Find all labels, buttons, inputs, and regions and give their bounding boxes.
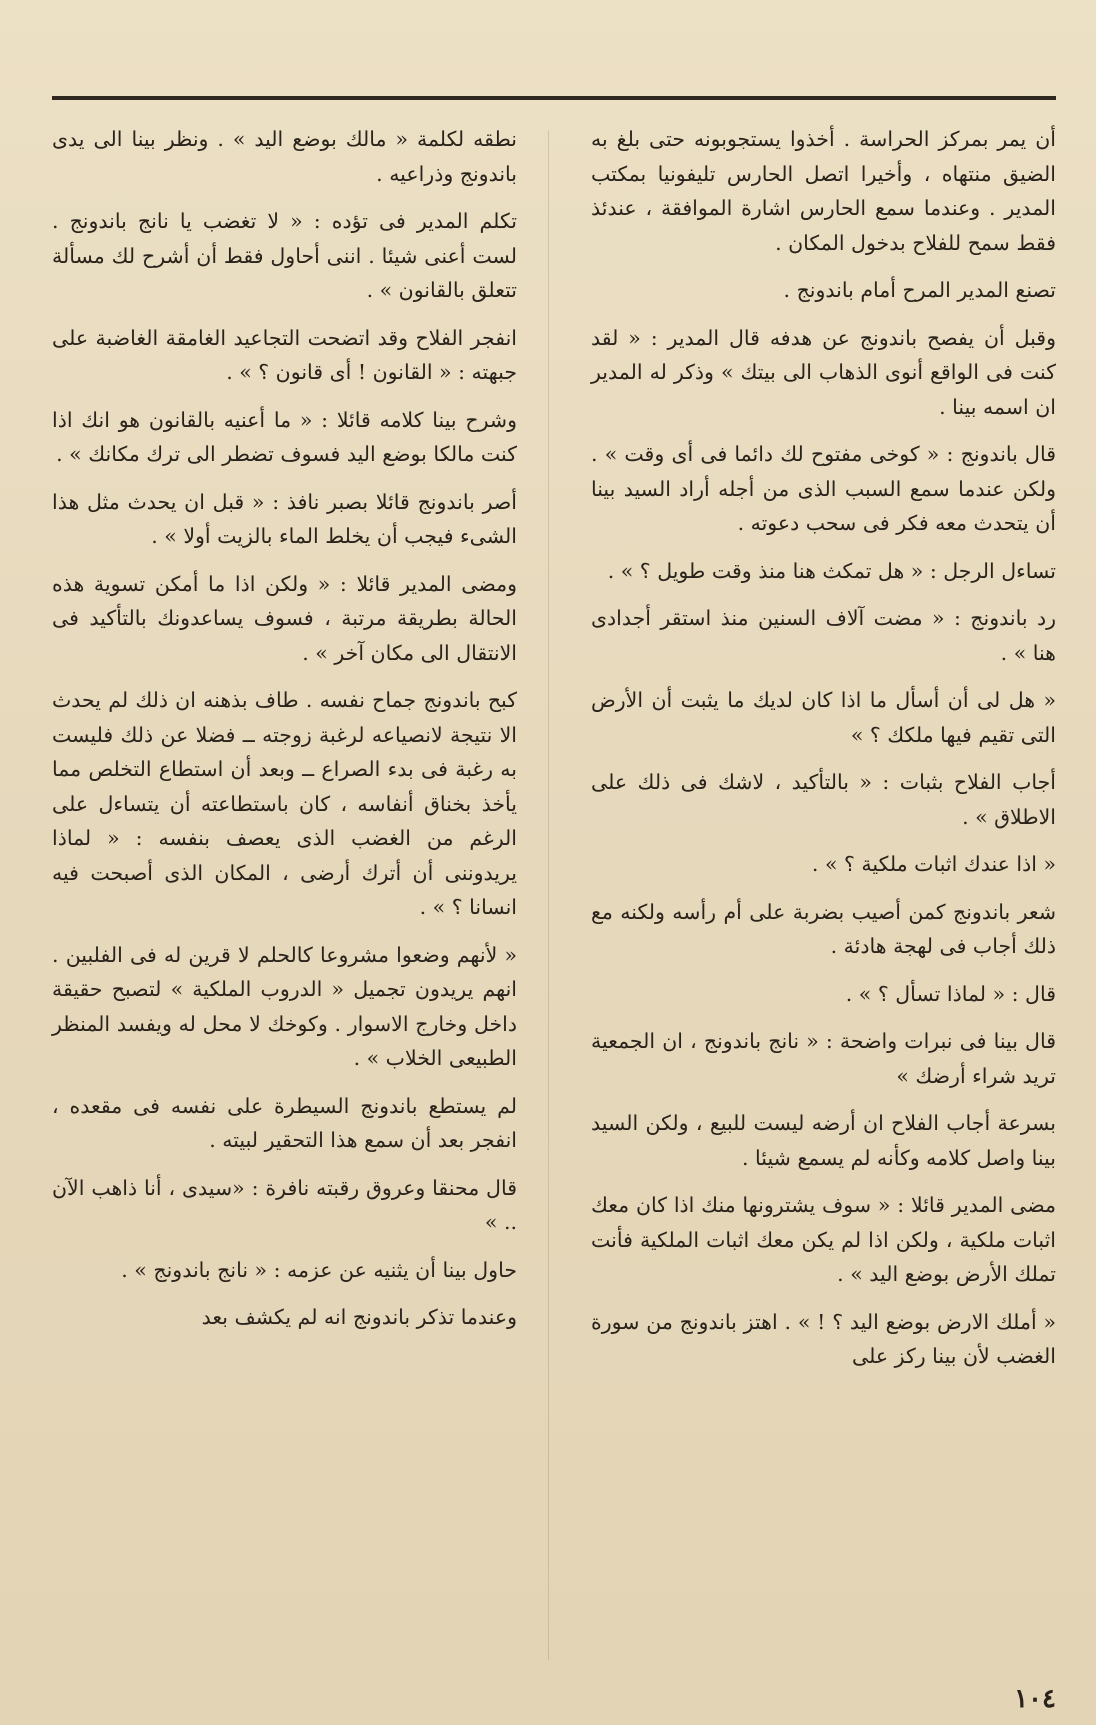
paragraph: قال محنقا وعروق رقبته نافرة : «سيدى ، أنا ذاهب الآن .. » bbox=[52, 1175, 517, 1234]
paragraph: شعر باندونج كمن أصيب بضربة على أم رأسه ولكنه مع ذلك أجاب فى لهجة هادئة . bbox=[591, 899, 1056, 958]
paragraph: لم يستطع باندونج السيطرة على نفسه فى مقعده ، انفجر بعد أن سمع هذا التحقير لبيته . bbox=[52, 1093, 517, 1152]
paragraph: أجاب الفلاح بثبات : « بالتأكيد ، لاشك فى ذلك على الاطلاق » . bbox=[591, 770, 1056, 829]
header-rule bbox=[52, 96, 1056, 100]
paragraph: « اذا عندك اثبات ملكية ؟ » . bbox=[811, 852, 1056, 876]
paragraph: قال بينا فى نبرات واضحة : « نانج باندونج ، ان الجمعية تريد شراء أرضك » bbox=[591, 1029, 1056, 1088]
paragraph: بسرعة أجاب الفلاح ان أرضه ليست للبيع ، ولكن السيد بينا واصل كلامه وكأنه لم يسمع شيئا . bbox=[591, 1111, 1056, 1170]
paragraph: « هل لى أن أسأل ما اذا كان لديك ما يثبت أن الأرض التى تقيم فيها ملكك ؟ » bbox=[591, 688, 1056, 747]
page-number: ١٠٤ bbox=[1014, 1684, 1056, 1714]
paragraph: كبح باندونج جماح نفسه . طاف بذهنه ان ذلك لم يحدث الا نتيجة لانصياعه لرغبة زوجته ــ فضلا عن ذلك فليست به رغبة فى بدء الصراع ــ وبعد أن استطاع التخلص مما يأخذ بخناق أنفاسه ، كان باستطاعته أن يتساءل على الرغم من الغضب الذى يعصف بنفسه : « لماذا يريدوننى أن أترك أرضى ، المكان الذى أصبحت فيه انسانا ؟ » . bbox=[52, 688, 517, 919]
paragraph: حاول بينا أن يثنيه عن عزمه : « نانج باندونج » . bbox=[121, 1257, 517, 1282]
paragraph: وقبل أن يفصح باندونج عن هدفه قال المدير : « لقد كنت فى الواقع أنوى الذهاب الى بيتك » وذكر له المدير ان اسمه بينا . bbox=[591, 325, 1056, 419]
paragraph: تساءل الرجل : « هل تمكث هنا منذ وقت طويل ؟ » . bbox=[607, 558, 1056, 583]
paragraph: « لأنهم وضعوا مشروعا كالحلم لا قرين له فى الفلبين . انهم يريدون تجميل « الدروب الملكية » لتصبح حقيقة داخل وخارج الاسوار . وكوخك لا محل له ويفسد المنظر الطبيعى الخلاب » . bbox=[52, 942, 517, 1070]
paragraph: قال : « لماذا تسأل ؟ » . bbox=[845, 981, 1056, 1006]
paragraph: انفجر الفلاح وقد اتضحت التجاعيد الغامقة الغاضبة على جبهته : « القانون ! أى قانون ؟ » . bbox=[52, 325, 517, 384]
right-column bbox=[591, 122, 1056, 1387]
paragraph: مضى المدير قائلا : « سوف يشترونها منك اذا كان معك اثبات ملكية ، ولكن اذا لم يكن معك اثبات الملكية فأنت تملك الأرض بوضع اليد » . bbox=[591, 1193, 1056, 1286]
paragraph: وشرح بينا كلامه قائلا : « ما أعنيه بالقانون هو انك اذا كنت مالكا بوضع اليد فسوف تضطر الى ترك مكانك » . bbox=[52, 407, 517, 466]
paragraph: تكلم المدير فى تؤده : « لا تغضب يا نانج باندونج . لست أعنى شيئا . اننى أحاول فقط أن أشرح لك مسألة تتعلق بالقانون » . bbox=[52, 209, 517, 302]
paragraph: أصر باندونج قائلا بصبر نافذ : « قبل ان يحدث مثل هذا الشىء فيجب أن يخلط الماء بالزيت أولا » . bbox=[52, 489, 517, 548]
paragraph: أن يمر بمركز الحراسة . أخذوا يستجوبونه حتى بلغ به الضيق منتهاه ، وأخيرا اتصل الحارس تليفونيا بمكتب المدير . وعندما سمع الحارس اشارة الموافقة ، عندئذ فقط سمح للفلاح بدخول المكان . bbox=[591, 127, 1056, 255]
paragraph: ومضى المدير قائلا : « ولكن اذا ما أمكن تسوية هذه الحالة بطريقة مرتبة ، فسوف يساعدونك بالتأكيد فى الانتقال الى مكان آخر » . bbox=[52, 571, 517, 665]
paragraph: « أملك الارض بوضع اليد ؟ ! » . اهتز باندونج من سورة الغضب لأن بينا ركز على bbox=[591, 1309, 1056, 1368]
paragraph: رد باندونج : « مضت آلاف السنين منذ استقر أجدادى هنا » . bbox=[591, 606, 1056, 665]
paragraph: قال باندونج : « كوخى مفتوح لك دائما فى أى وقت » . ولكن عندما سمع السبب الذى من أجله أراد السيد بينا أن يتحدث معه فكر فى سحب دعوته . bbox=[591, 442, 1056, 535]
paragraph: تصنع المدير المرح أمام باندونج . bbox=[783, 278, 1056, 302]
paragraph: وعندما تذكر باندونج انه لم يكشف بعد bbox=[201, 1305, 517, 1329]
paragraph: نطقه لكلمة « مالك بوضع اليد » . ونظر بينا الى يدى باندونج وذراعيه . bbox=[52, 127, 517, 186]
column-divider bbox=[548, 130, 549, 1660]
left-column bbox=[52, 122, 517, 1348]
